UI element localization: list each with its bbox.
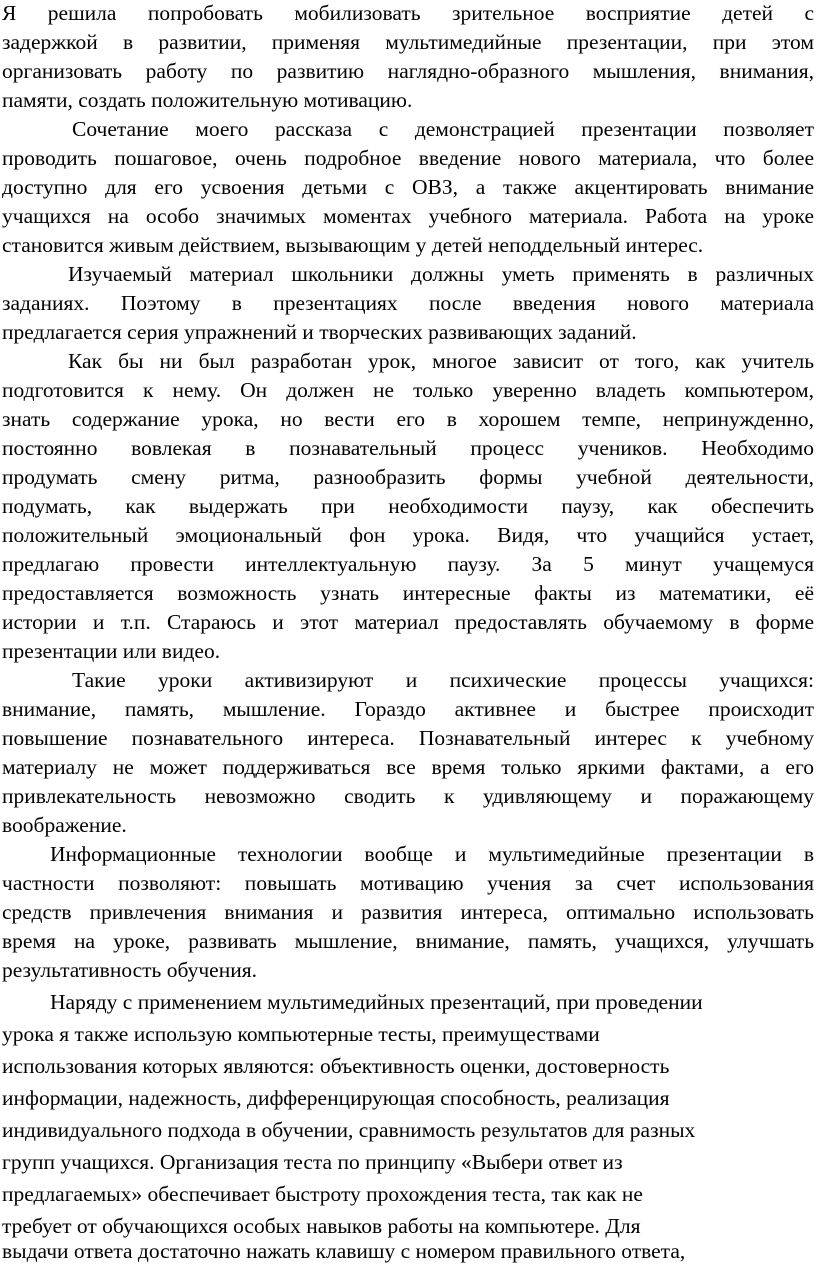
text-line: истории и т.п. Стараюсь и этот материал предоставлять обучаемому в форме <box>2 610 814 634</box>
text-line: предлагаемых» обеспечивает быстроту прохождения теста, так как не <box>2 1182 643 1206</box>
text-line: организовать работу по развитию наглядно-образного мышления, внимания, <box>2 59 814 83</box>
text-line: Наряду с применением мультимедийных презентаций, при проведении <box>50 990 703 1014</box>
text-line: средств привлечения внимания и развития интереса, оптимально использовать <box>2 900 814 924</box>
text-line: материалу не может поддерживаться все время только яркими фактами, а его <box>2 755 814 779</box>
text-line: индивидуального подхода в обучении, сравнимость результатов для разных <box>2 1118 696 1142</box>
text-line: урока я также использую компьютерные тесты, преимуществами <box>2 1022 600 1046</box>
text-line: Такие уроки активизируют и психические процессы учащихся: <box>72 668 814 692</box>
text-line: постоянно вовлекая в познавательный процесс учеников. Необходимо <box>2 436 814 460</box>
text-line: выдачи ответа достаточно нажать клавишу с номером правильного ответа, <box>2 1239 686 1263</box>
text-line: предоставляется возможность узнать интересные факты из математики, её <box>2 581 814 605</box>
text-line: информации, надежность, дифференцирующая способность, реализация <box>2 1086 670 1110</box>
text-line: знать содержание урока, но вести его в хорошем темпе, непринужденно, <box>2 407 814 431</box>
text-line: проводить пошаговое, очень подробное введение нового материала, что более <box>2 146 814 170</box>
text-line: Я решила попробовать мобилизовать зрительное восприятие детей с <box>2 1 814 25</box>
text-line: предлагаю провести интеллектуальную паузу. За 5 минут учащемуся <box>2 552 814 576</box>
text-line: воображение. <box>2 813 127 837</box>
text-line: время на уроке, развивать мышление, внимание, память, учащихся, улучшать <box>2 929 814 953</box>
text-line: памяти, создать положительную мотивацию. <box>2 88 413 112</box>
text-line: заданиях. Поэтому в презентациях после введения нового материала <box>2 291 814 315</box>
text-line: привлекательность невозможно сводить к удивляющему и поражающему <box>2 784 814 808</box>
text-line: продумать смену ритма, разнообразить формы учебной деятельности, <box>2 465 814 489</box>
text-line: подготовится к нему. Он должен не только уверенно владеть компьютером, <box>2 378 814 402</box>
text-line: доступно для его усвоения детьми с ОВЗ, а также акцентировать внимание <box>2 175 814 199</box>
text-line: повышение познавательного интереса. Познавательный интерес к учебному <box>2 726 814 750</box>
text-line: Как бы ни был разработан урок, многое зависит от того, как учитель <box>68 349 814 373</box>
text-line: Сочетание моего рассказа с демонстрацией презентации позволяет <box>72 117 814 141</box>
text-line: презентации или видео. <box>2 639 221 663</box>
text-line: становится живым действием, вызывающим у детей неподдельный интерес. <box>2 233 704 257</box>
text-line: предлагается серия упражнений и творческих развивающих заданий. <box>2 320 637 344</box>
text-line: частности позволяют: повышать мотивацию учения за счет использования <box>2 871 814 895</box>
text-line: положительный эмоциональный фон урока. Видя, что учащийся устает, <box>2 523 814 547</box>
text-line: подумать, как выдержать при необходимости паузу, как обеспечить <box>2 494 814 518</box>
text-line: Изучаемый материал школьники должны уметь применять в различных <box>68 262 814 286</box>
text-line: результативность обучения. <box>2 958 257 982</box>
text-line: учащихся на особо значимых моментах учебного материала. Работа на уроке <box>2 204 814 228</box>
text-line: Информационные технологии вообще и мультимедийные презентации в <box>50 842 814 866</box>
text-line: использования которых являются: объективность оценки, достоверность <box>2 1054 670 1078</box>
text-line: задержкой в развитии, применяя мультимедийные презентации, при этом <box>2 30 814 54</box>
text-line: групп учащихся. Организация теста по принципу «Выбери ответ из <box>2 1150 623 1174</box>
text-line: внимание, память, мышление. Гораздо активнее и быстрее происходит <box>2 697 814 721</box>
text-line: требует от обучающихся особых навыков работы на компьютере. Для <box>2 1214 641 1238</box>
